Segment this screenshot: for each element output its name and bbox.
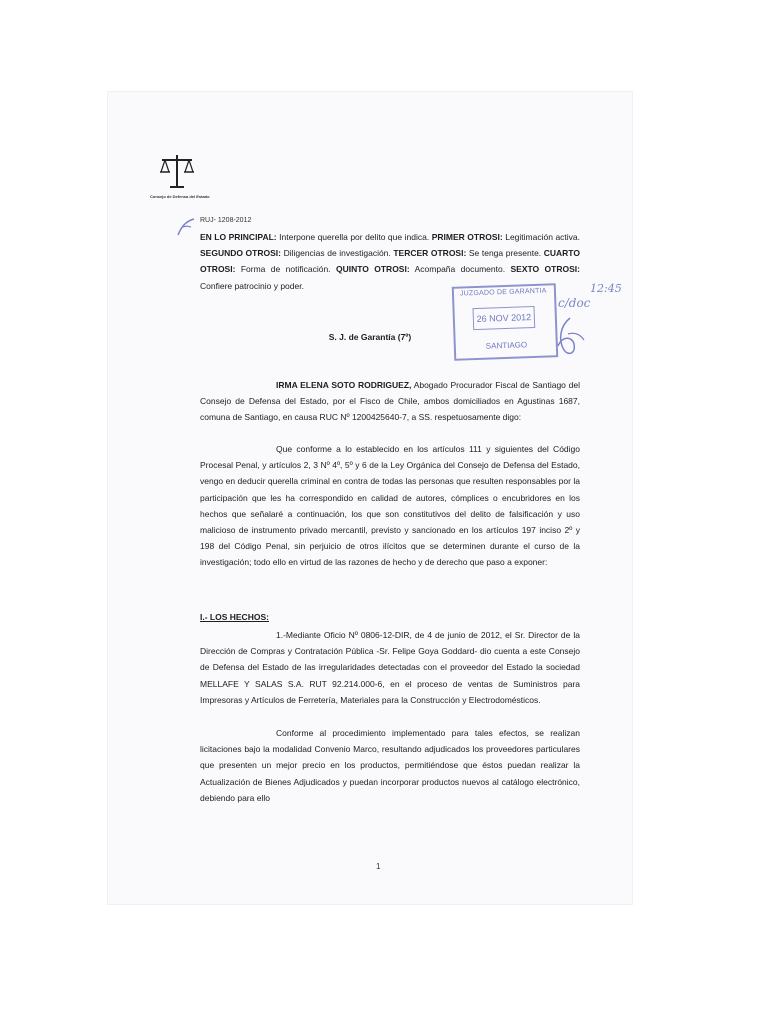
logo-caption: Consejo de Defensa del Estado xyxy=(150,194,210,199)
opening-text: Abogado Procurador Fiscal de Santiago del Consejo de Defensa del Estado, por el Fisco de Chile, ambos domiciliados en Agustinas 1687, comuna de Santiago, en causa RUC Nº 1200425640-7, a SS. respetuosamente digo: xyxy=(200,380,580,423)
page-number: 1 xyxy=(376,862,381,871)
document-page xyxy=(108,92,632,904)
institution-logo xyxy=(150,152,210,199)
second-label: SEGUNDO OTROSI: xyxy=(200,248,281,259)
court-stamp xyxy=(452,283,559,361)
third-label: TERCER OTROSI: xyxy=(393,248,467,259)
handwritten-time: 12:45 xyxy=(590,282,622,295)
main-text: Interpone querella por delito que indica. xyxy=(279,232,430,242)
handwritten-mark-icon xyxy=(174,215,198,239)
scales-of-justice-icon xyxy=(156,152,198,192)
paragraph-facts-2: Conforme al procedimiento implementado para tales efectos, se realizan licitaciones bajo la modalidad Convenio Marco, resultando adjudicados los proveedores particulares que presenten un mejor precio en los productos, permitiéndose que éstos puedan realizar la Actualización de Bienes Adjudicados y puedan incorporar productos nuevos al catálogo electrónico, debiendo para ello xyxy=(200,728,580,803)
attorney-name: IRMA ELENA SOTO RODRIGUEZ, xyxy=(276,380,412,390)
paragraph-complaint: Que conforme a lo establecido en los artículos 111 y siguientes del Código Procesal Penal, y artículos 2, 3 Nº 4º, 5º y 6 de la Ley Orgánica del Consejo de Defensa del Estado, vengo en deducir querella criminal en contra de todas las personas que resulten responsables por la participación que les ha correspondido en calidad de autores, cómplices o encubridores en los hechos que señalaré a continuación, los que son constitutivos del delito de falsificación y uso malicioso de instrumento privado mercantil, previsto y sancionado en los artículos 197 inciso 2º y 198 del Código Penal, sin perjuicio de otros ilícitos que se determinen durante el curso de la investigación; todo ello en virtud de las razones de hecho y de derecho que paso a exponer: xyxy=(200,444,580,568)
fifth-text: Acompaña documento. xyxy=(414,264,506,275)
section-title: I.- LOS HECHOS: xyxy=(200,612,269,622)
stamp-top-text: JUZGADO DE GARANTIA xyxy=(459,287,547,298)
fourth-text: Forma de notificación. xyxy=(240,264,331,275)
fifth-label: QUINTO OTROSI: xyxy=(335,264,410,275)
handwritten-signature-icon xyxy=(550,316,586,358)
stamp-bottom-text: SANTIAGO xyxy=(485,340,528,351)
court-title: S. J. de Garantía (7º) xyxy=(328,332,412,342)
sixth-label: SEXTO OTROSI: xyxy=(510,264,580,275)
third-text: Se tenga presente. xyxy=(468,248,542,259)
handwritten-note: c/doc xyxy=(558,296,591,310)
sixth-text: Confiere patrocinio y poder. xyxy=(200,280,304,291)
opening-paragraph xyxy=(200,377,580,426)
ruc-note: RUJ- 1208-2012 xyxy=(200,217,252,224)
stamp-date: 26 NOV 2012 xyxy=(472,306,535,330)
first-text: Legitimación activa. xyxy=(505,232,581,242)
first-label: PRIMER OTROSI: xyxy=(431,232,503,242)
main-label: EN LO PRINCIPAL: xyxy=(200,232,277,242)
paragraph-facts-1: 1.-Mediante Oficio Nº 0806-12-DIR, de 4 de junio de 2012, el Sr. Director de la Dirección de Compras y Contratación Pública -Sr. Felipe Goya Goddard- dio cuenta a este Consejo de Defensa del Estado de las irregularidades detectadas con el proveedor del Estado la sociedad MELLAFE Y SALAS S.A. RUT 92.214.000-6, en el proceso de ventas de Suministros para Impresoras y Artículos de Ferretería, Materiales para la Construcción y Electrodomésticos. xyxy=(200,630,580,705)
second-text: Diligencias de investigación. xyxy=(283,248,391,259)
fourth-label: CUARTO OTROSI: xyxy=(200,248,580,275)
